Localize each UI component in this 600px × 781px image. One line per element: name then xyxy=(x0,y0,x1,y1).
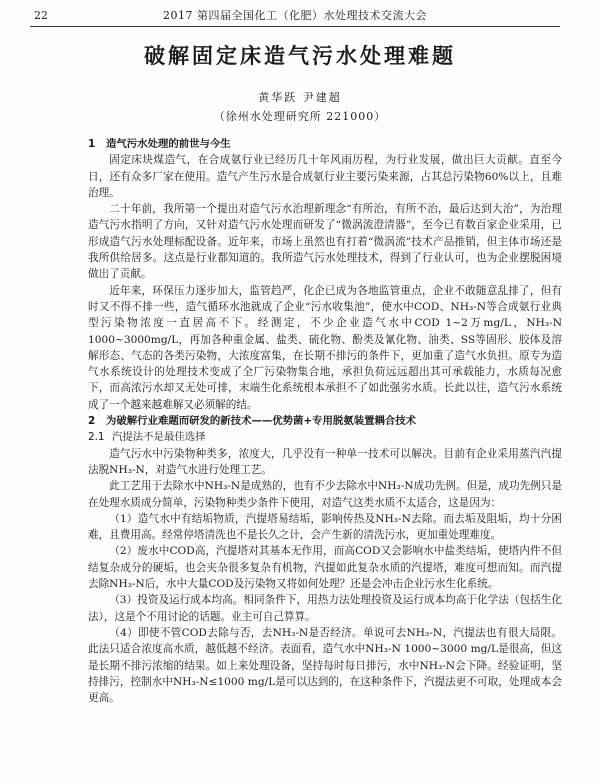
paragraph: 固定床块煤造气，在合成氨行业已经历几十年风雨历程，为行业发展，做出巨大贡献。直至今日，还有众多厂家在使用。造气产生污水是合成氨行业主要污染来源，占其总污染物60%以上，且难治理。 xyxy=(88,154,562,199)
list-item-number: （3） xyxy=(109,594,138,607)
paragraph: 近年来，环保压力逐步加大，监管趋严，化企已成为各地监管重点，企业不敢随意乱排了，但有时又不得不排一些，造气循环水池就成了企业“污水收集池”，使水中COD、NH₃-N等合成氨行业典型污染物浓度一直居高不下。经测定，不少企业造气水中COD 1~2万mg/L，NH₃-N 1000~3000mg/L，再加各种重金属、盐类、硫化物、酚类及氰化物、油类、SS等固形、胶体及溶解形态、气态的各类污染物，大浓度富集，在长期不排污的条件下，更加重了造气水负担。原专为造气水系统设计的处理技术变成了全厂污染物集合地，承担负荷远远超出其可承载能力，水质每况愈下，而高浓污水却又无处可排，末端生化系统根本承担不了如此强劣水质。长此以往，造气污水系统成了一个越来越难解又必须解的结。 xyxy=(88,284,562,411)
list-item xyxy=(88,592,562,625)
paragraph: 此工艺用于去除水中NH₃-N是成熟的，也有不少去除水中NH₃-N成功先例。但是，成功先例只是在处理水质成分简单，污染物种类少条件下使用，对造气这类水质不太适合，这是因为： xyxy=(88,480,562,509)
body-text xyxy=(88,136,562,706)
section-title: 为破解行业难题而研发的新技术——优势菌+专用脱氨装置耦合技术 xyxy=(106,415,417,428)
section-heading xyxy=(88,413,562,429)
author-line: 黄华跃 尹建超 xyxy=(258,91,342,104)
list-item-number: （2） xyxy=(109,545,138,558)
list-item xyxy=(88,543,562,592)
subsection-heading xyxy=(88,429,562,445)
section-number: 1 xyxy=(88,138,96,150)
section-title: 造气污水处理的前世与今生 xyxy=(106,138,231,150)
subsection-title: 汽提法不是最佳选择 xyxy=(112,431,206,444)
page-number: 22 xyxy=(34,9,48,22)
list-item-text: 即使不管COD去除与否，去NH₃-N是否经济。单说可去NH₃-N，汽提法也有很大局限。此法只适合浓度高水质，越低越不经济。表面看，造气水中NH₃-N 1000~3000 mg/L是很高，但这是长期不排污浓缩的结果。如上来处理设备，坚持每时每日排污，水中NH₃-N会下降。经验证明，坚持排污，控制水中NH₃-N≤1000 mg/L是可以达到的，在这种条件下，汽提法更不可取，处理成本会更高。 xyxy=(88,626,562,705)
section-number: 2 xyxy=(88,415,96,428)
paper-title: 破解固定床造气污水处理难题 xyxy=(144,44,456,68)
subsection-number: 2.1 xyxy=(88,431,105,444)
list-item-text: 投资及运行成本均高。相同条件下，用热力法处理投资及运行成本均高于化学法（包括生化法），这是个不用讨论的话题。业主可自己算算。 xyxy=(88,594,562,623)
affiliation-line: （徐州水处理研究所 221000） xyxy=(213,110,387,123)
running-header xyxy=(30,6,560,27)
list-item-number: （1） xyxy=(109,512,138,525)
list-item-text: 造气水中有结垢物质，汽提塔易结垢，影响传热及NH₃-N去除。而去垢及阻垢，均十分困难，且费用高。经常停塔清洗也不是长久之计，会产生新的清洗污水，更加重处理难度。 xyxy=(88,512,562,542)
list-item-number: （4） xyxy=(109,626,139,639)
conference-name: 2017 第四届全国化工（化肥）水处理技术交流大会 xyxy=(163,9,427,22)
section-heading xyxy=(88,136,562,152)
list-item xyxy=(88,511,562,544)
list-item-text: 废水中COD高，汽提塔对其基本无作用，而高COD又会影响水中盐类结垢，使塔内件不但结复杂成分的硬垢，也会夹杂很多复杂有机物，汽提如此复杂水质的汽提塔，难度可想而知。而汽提去除NH₃-N后，水中大量COD及污染物又将如何处理？还是会冲击企业污水生化系统。 xyxy=(88,545,562,591)
paragraph: 造气污水中污染物种类多，浓度大，几乎没有一种单一技术可以解决。目前有企业采用蒸汽汽提法脱NH₃-N，对造气水进行处理工艺。 xyxy=(88,447,562,476)
list-item xyxy=(88,625,562,706)
paragraph: 二十年前，我所第一个提出对造气污水治理新理念“有所治，有所不治，最后达到大治”，为治理造气污水指明了方向，又针对造气污水处理而研发了“微涡流澄清器”，至今已有数百家企业采用，已形成造气污水处理标配设备。近年来，市场上虽然也有打着“微涡流”技术产品推销，但主体市场还是我所供给居多。这点是行业都知道的。我所造气污水处理技术，得到了行业认可，也为企业摆脱困境做出了贡献。 xyxy=(88,203,562,281)
